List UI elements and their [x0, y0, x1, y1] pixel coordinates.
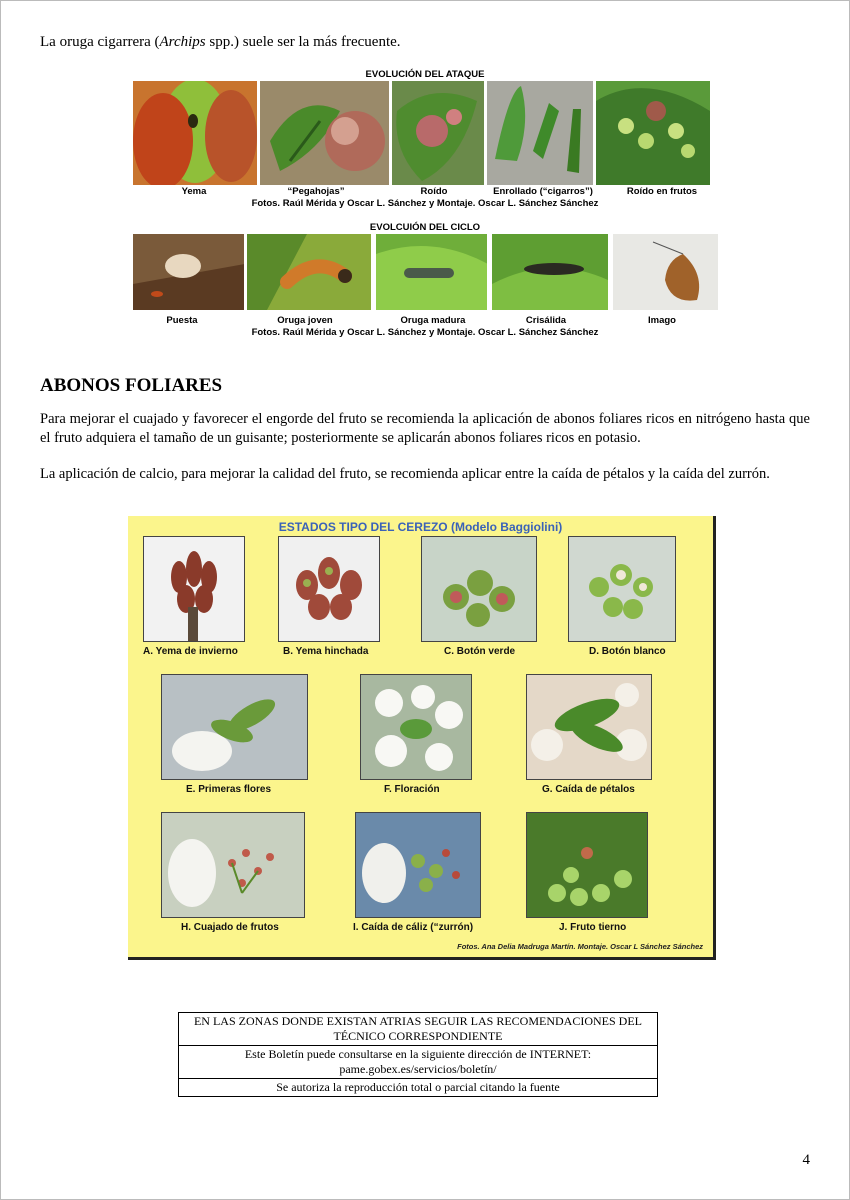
info-box [178, 1012, 658, 1097]
attack-figure-title: EVOLUCIÓN DEL ATAQUE [365, 69, 485, 80]
info-atrias-cell: EN LAS ZONAS DONDE EXISTAN ATRIAS SEGUIR LAS RECOMENDACIONES DEL TÉCNICO CORRESPONDIENTE [179, 1013, 658, 1046]
cycle-captions [0, 315, 850, 327]
stage-b-photo [278, 536, 380, 642]
stage-c-photo [421, 536, 537, 642]
info-internet-cell [179, 1046, 658, 1079]
stage-f-photo [360, 674, 472, 780]
caption-imago: Imago [648, 315, 676, 326]
paragraph-nitrogen: Para mejorar el cuajado y favorecer el engorde del fruto se recomienda la aplicación de abonos foliares ricos en nitrógeno hasta que el fruto adquiera el tamaño de un guisante; posteriormente se aplicarán abonos foliares ricos en potasio. [40, 411, 810, 446]
attack-photo-strip [133, 81, 713, 185]
info-reproduccion-cell: Se autoriza la reproducción total o parcial citando la fuente [179, 1079, 658, 1097]
photo-pegahojas [260, 81, 389, 185]
stage-e-label: E. Primeras flores [186, 784, 272, 795]
stage-i-photo [355, 812, 481, 918]
photo-yema [133, 81, 257, 185]
genus-name: Archips [159, 34, 206, 50]
stage-h-label: H. Cuajado de frutos [181, 922, 279, 933]
stage-b-label: B. Yema hinchada [283, 646, 369, 657]
caption-enrollado: Enrollado (“cigarros”) [493, 186, 593, 197]
stage-j-label: J. Fruto tierno [559, 922, 627, 933]
stage-d-photo [568, 536, 676, 642]
cycle-photo-strip [133, 234, 718, 310]
photo-enrollado [487, 81, 593, 185]
intro-text: La oruga cigarrera (Archips spp.) suele ser la más frecuente. [40, 34, 401, 50]
photo-puesta [133, 234, 244, 310]
caption-crisalida: Crisálida [525, 315, 567, 326]
stage-e-photo [161, 674, 308, 780]
baggiolini-title: ESTADOS TIPO DEL CEREZO (Modelo Baggiolini) [278, 520, 563, 534]
stage-g-label: G. Caída de pétalos [542, 784, 635, 795]
baggiolini-figure [128, 516, 716, 960]
caption-yema: Yema [181, 186, 207, 197]
stage-c-label: C. Botón verde [444, 646, 516, 657]
stage-g-photo [526, 674, 652, 780]
cycle-figure-title: EVOLCUIÓN DEL CICLO [369, 222, 481, 233]
attack-captions [0, 186, 850, 198]
paragraph-calcium: La aplicación de calcio, para mejorar la calidad del fruto, se recomienda aplicar entre la caída de pétalos y la caída del zurrón. [40, 466, 770, 482]
page-number: 4 [802, 1152, 810, 1168]
photo-oruga-madura [376, 234, 487, 310]
photo-roido [392, 81, 484, 185]
caption-oruga-madura: Oruga madura [400, 315, 466, 326]
caption-puesta: Puesta [166, 315, 198, 326]
caption-pegahojas: “Pegahojas” [287, 186, 345, 197]
stage-f-label: F. Floración [384, 784, 440, 795]
stage-d-label: D. Botón blanco [589, 646, 666, 657]
info-internet-url: pame.gobex.es/servicios/boletín/ [339, 1062, 497, 1076]
photo-imago [613, 234, 718, 310]
caption-roido: Roído [420, 186, 448, 197]
info-row-internet [179, 1046, 658, 1079]
stage-h-photo [161, 812, 305, 918]
stage-i-label: I. Caída de cáliz (“zurrón) [353, 922, 474, 933]
info-internet-text: Este Boletín puede consultarse en la siguiente dirección de INTERNET: [244, 1047, 592, 1061]
cycle-credit: Fotos. Raúl Mérida y Oscar L. Sánchez y Montaje. Oscar L. Sánchez Sánchez [251, 327, 599, 338]
info-row-atrias [179, 1013, 658, 1046]
caption-oruga-joven: Oruga joven [277, 315, 333, 326]
photo-roido-frutos [596, 81, 710, 185]
photo-oruga-joven [247, 234, 370, 310]
stage-a-photo [143, 536, 245, 642]
section-heading: ABONOS FOLIARES [40, 375, 223, 396]
baggiolini-credit: Fotos. Ana Delia Madruga Martín. Montaje. Oscar L Sánchez Sánchez [457, 942, 703, 951]
attack-credit: Fotos. Raúl Mérida y Oscar L. Sánchez y Montaje. Oscar L. Sánchez Sánchez [251, 198, 599, 209]
photo-crisalida [492, 234, 607, 310]
stage-a-label: A. Yema de invierno [143, 646, 238, 657]
stage-j-photo [526, 812, 648, 918]
info-row-reproduccion [179, 1079, 658, 1097]
caption-roido-frutos: Roído en frutos [626, 186, 698, 197]
